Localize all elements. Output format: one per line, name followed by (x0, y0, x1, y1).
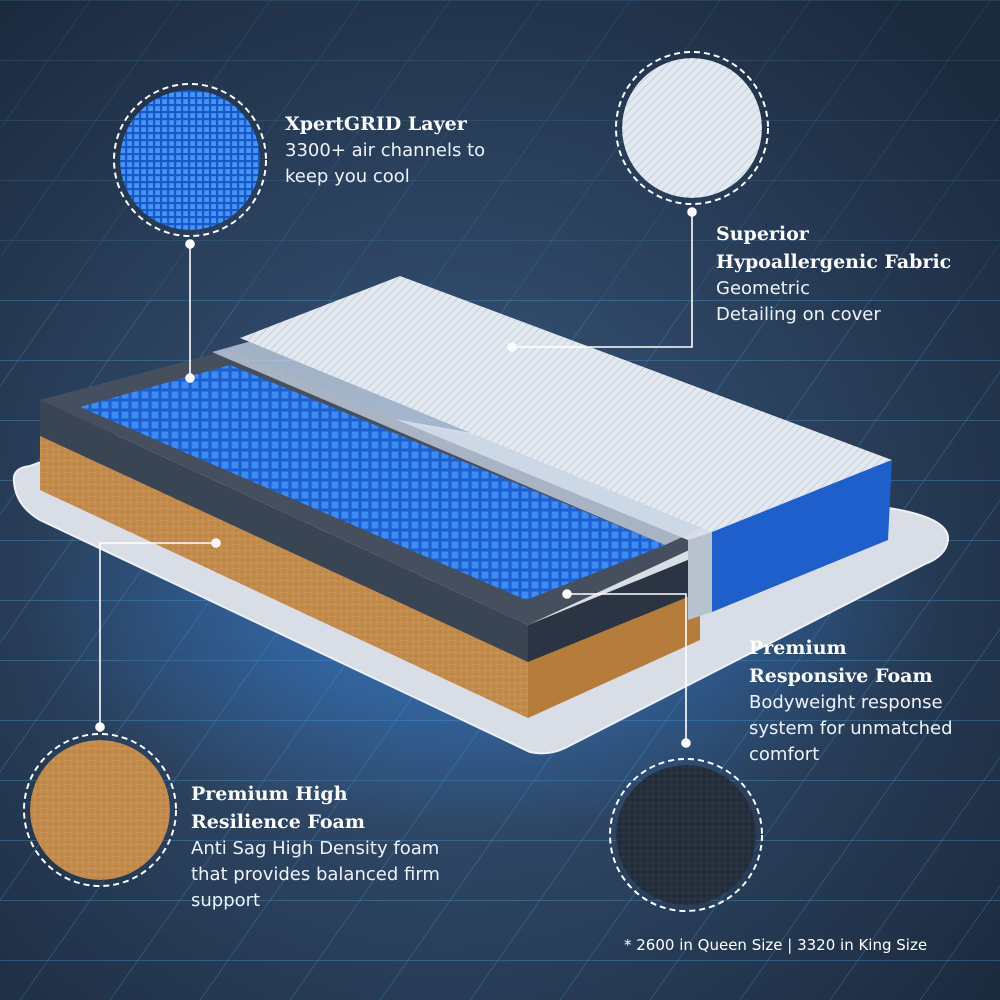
hr-desc-line-3: support (191, 890, 261, 911)
xpertgrid-callout (285, 110, 545, 190)
fabric-desc-line-1: Geometric (716, 278, 810, 299)
fabric-title-line-2: Hypoallergenic Fabric (716, 251, 952, 273)
fabric-desc-line-2: Detailing on cover (716, 304, 881, 325)
hr-foam-callout (191, 780, 476, 914)
responsive-desc-line-3: comfort (749, 744, 820, 765)
responsive-title-line-2: Responsive Foam (749, 665, 933, 687)
hr-desc-line-1: Anti Sag High Density foam (191, 838, 440, 859)
responsive-title-line-1: Premium (749, 637, 847, 659)
xpertgrid-desc-line-2: keep you cool (285, 166, 410, 187)
xpertgrid-title: XpertGRID Layer (285, 113, 467, 135)
hr-title-line-2: Resilience Foam (191, 811, 365, 833)
hr-desc-line-2: that provides balanced firm (191, 864, 440, 885)
responsive-desc-line-1: Bodyweight response (749, 692, 943, 713)
hr-title-line-1: Premium High (191, 783, 348, 805)
fabric-title-line-1: Superior (716, 223, 809, 245)
xpertgrid-desc-line-1: 3300+ air channels to (285, 140, 486, 161)
fabric-callout (716, 220, 996, 328)
size-footnote: * 2600 in Queen Size | 3320 in King Size (624, 936, 928, 954)
responsive-desc-line-2: system for unmatched (749, 718, 953, 739)
cover-side-grey (688, 532, 712, 620)
responsive-foam-callout (749, 634, 994, 768)
